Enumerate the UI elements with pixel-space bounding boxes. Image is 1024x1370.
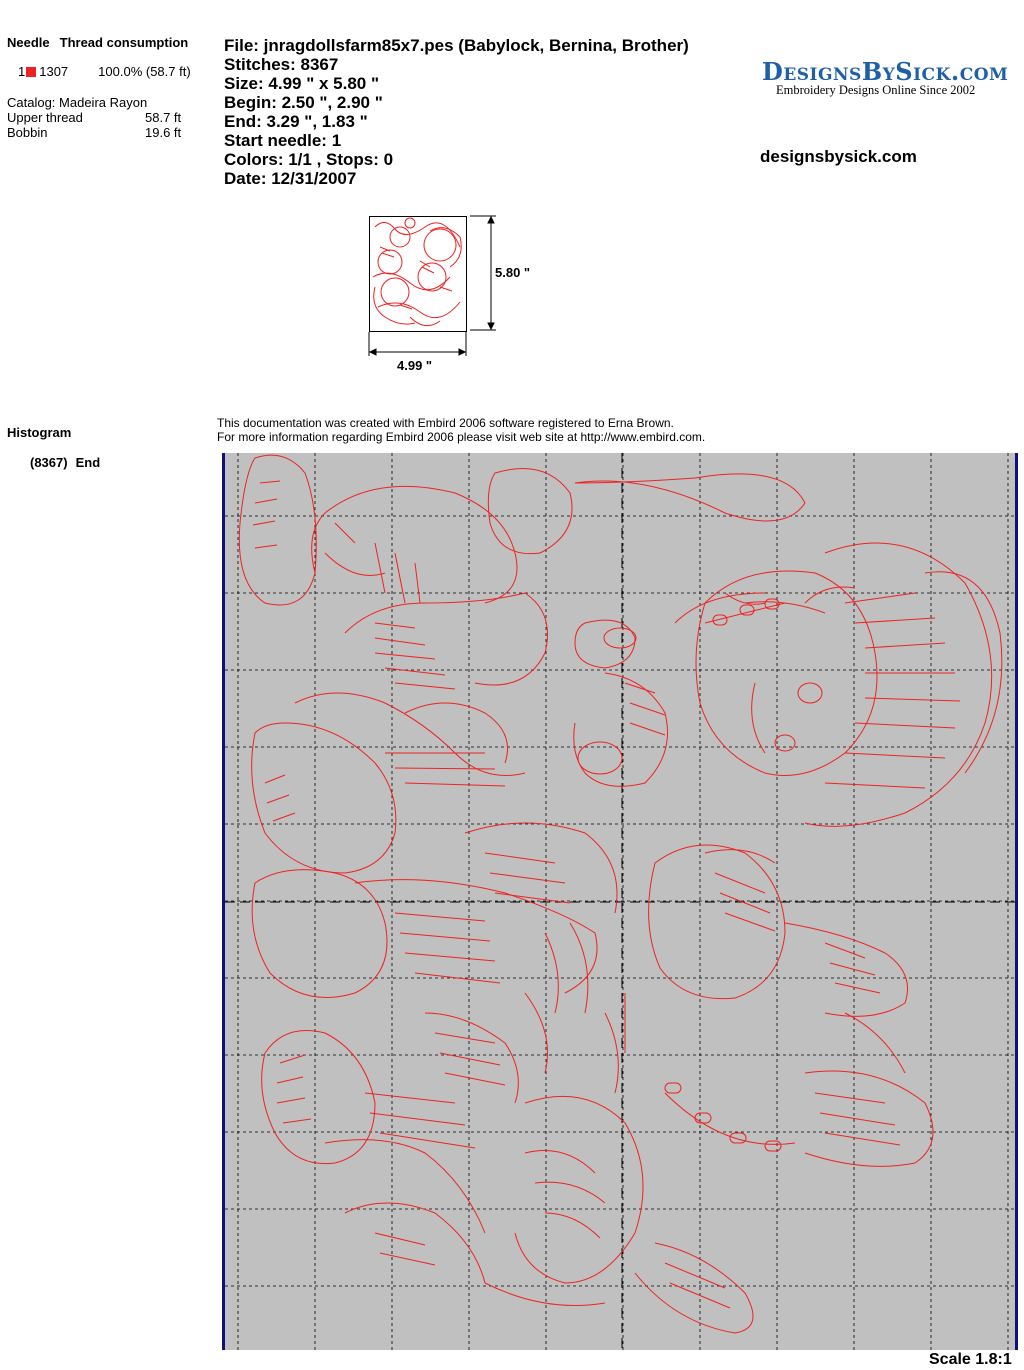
logo-tagline: Embroidery Designs Online Since 2002 — [776, 83, 976, 97]
upper-thread-value: 58.7 ft — [145, 110, 182, 125]
design-info — [224, 36, 689, 188]
design-date: Date: 12/31/2007 — [224, 169, 357, 188]
begin-position: Begin: 2.50 ", 2.90 " — [224, 93, 383, 112]
embird-note-line2: For more information regarding Embird 2006 please visit web site at http://www.embird.com. — [217, 430, 706, 444]
design-outline — [239, 455, 1002, 1333]
histogram-row — [30, 455, 100, 470]
histogram-label: End — [75, 455, 101, 470]
design-center-lines — [225, 453, 1015, 1350]
bobbin-value: 19.6 ft — [145, 125, 182, 140]
thread-consumption-value: 100.0% (58.7 ft) — [98, 64, 191, 79]
colors-stops: Colors: 1/1 , Stops: 0 — [224, 150, 394, 169]
designsbysick-logo — [762, 57, 1009, 97]
start-needle: Start needle: 1 — [224, 131, 342, 150]
preview-dimension-lines — [360, 210, 510, 370]
needle-column-header: Needle — [7, 35, 50, 50]
site-url: designsbysick.com — [760, 147, 917, 166]
scale-label: Scale 1.8:1 — [929, 1351, 1012, 1368]
histogram-title: Histogram — [7, 425, 72, 440]
preview-width-label: 4.99 " — [397, 358, 433, 373]
thread-consumption-header — [7, 35, 188, 50]
end-position: End: 3.29 ", 1.83 " — [224, 112, 368, 131]
bobbin-label: Bobbin — [7, 125, 48, 140]
design-stitch-drawing — [225, 453, 1015, 1350]
thread-code: 1307 — [39, 64, 69, 79]
needle-row — [18, 64, 191, 79]
catalog-block — [7, 95, 197, 140]
histogram-count: (8367) — [30, 455, 68, 470]
consumption-column-header: Thread consumption — [59, 35, 189, 50]
upper-thread-label: Upper thread — [7, 110, 83, 125]
design-size: Size: 4.99 " x 5.80 " — [224, 74, 380, 93]
design-canvas — [222, 453, 1018, 1350]
catalog-name: Catalog: Madeira Rayon — [7, 95, 148, 110]
embird-note — [217, 416, 705, 444]
embird-note-line1: This documentation was created with Embird 2006 software registered to Erna Brown. — [217, 416, 674, 430]
needle-number: 1 — [18, 64, 26, 79]
bobbin-row — [7, 125, 197, 140]
preview-height-label: 5.80 " — [495, 265, 531, 280]
thread-color-swatch — [26, 67, 36, 77]
file-name: File: jnragdollsfarm85x7.pes (Babylock, Bernina, Brother) — [224, 36, 689, 55]
stitch-count: Stitches: 8367 — [224, 55, 339, 74]
upper-thread-row — [7, 110, 197, 125]
logo-brand: DesignsBySick.com — [762, 57, 1009, 86]
